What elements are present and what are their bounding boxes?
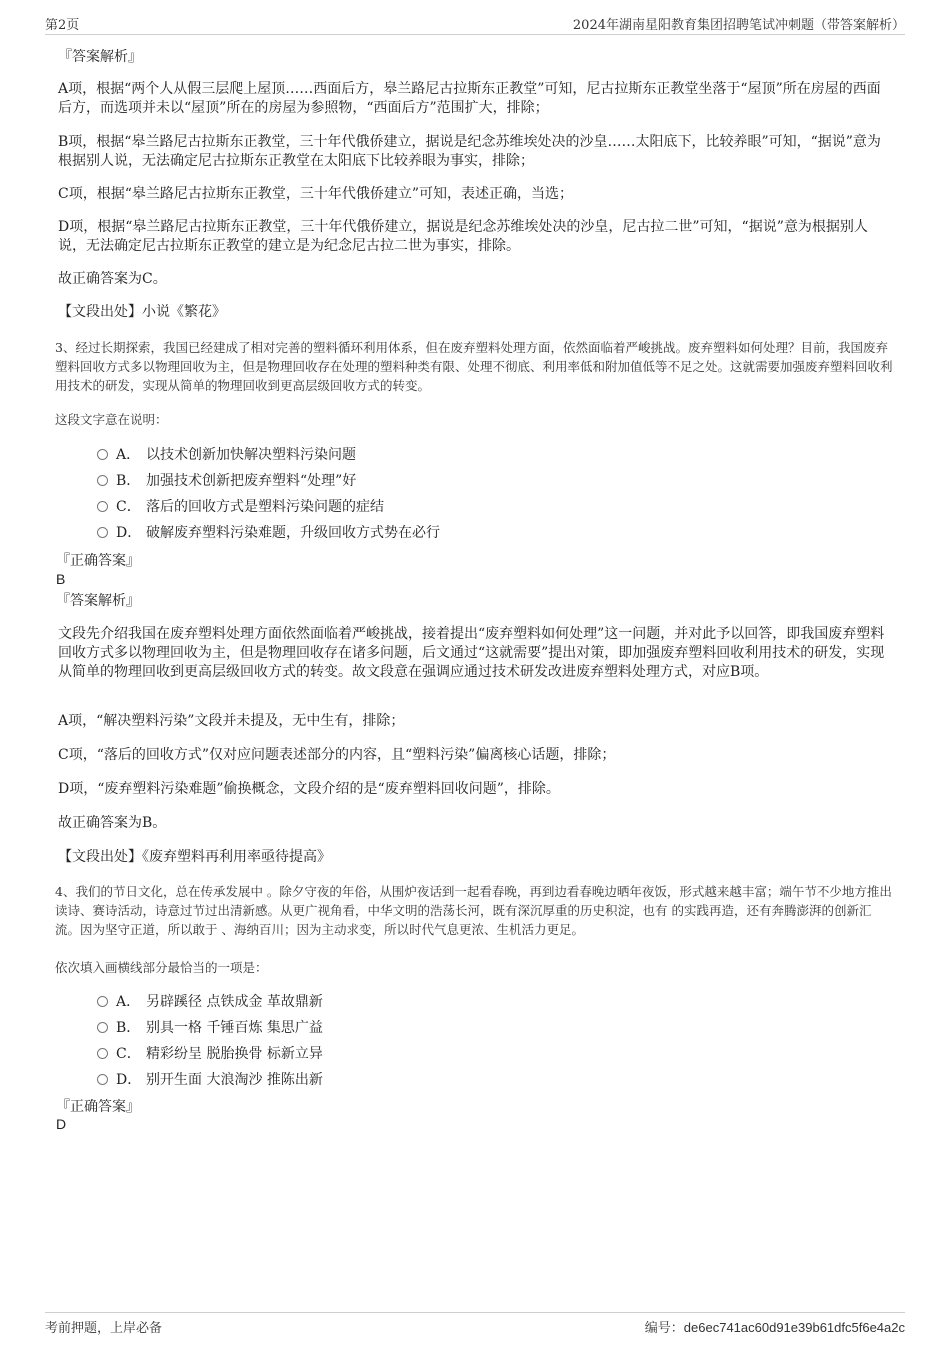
q3-option-a[interactable]: A． 以技术创新加快解决塑料污染问题	[97, 445, 356, 465]
radio-button[interactable]	[97, 449, 108, 460]
q3-option-c[interactable]: C． 落后的回收方式是塑料污染问题的症结	[97, 497, 384, 517]
q2-analysis-label: 『答案解析』	[58, 49, 142, 65]
q4-option-b[interactable]: B． 别具一格 千锤百炼 集思广益	[97, 1018, 323, 1038]
q3-analysis-a: A项，“解决塑料污染”文段并未提及，无中生有，排除；	[58, 713, 405, 729]
q4-prompt: 依次填入画横线部分最恰当的一项是：	[55, 960, 268, 975]
radio-button[interactable]	[97, 501, 108, 512]
radio-button[interactable]	[97, 475, 108, 486]
page-header	[45, 14, 905, 35]
q4-answer-label: 『正确答案』	[56, 1099, 140, 1115]
q3-analysis-d: D项，“废弃塑料污染难题”偷换概念，文段介绍的是“废弃塑料回收问题”，排除。	[58, 781, 560, 797]
q3-answer-label: 『正确答案』	[56, 553, 140, 569]
q4-answer: D	[56, 1116, 67, 1132]
q2-conclusion: 故正确答案为C。	[58, 271, 167, 287]
q3-option-d[interactable]: D． 破解废弃塑料污染难题，升级回收方式势在必行	[97, 523, 440, 543]
q4-option-a[interactable]: A． 另辟蹊径 点铁成金 革故鼎新	[97, 992, 323, 1012]
radio-button[interactable]	[97, 1048, 108, 1059]
q2-analysis-b: B项，根据“皋兰路尼古拉斯东正教堂，三十年代俄侨建立，据说是纪念苏维埃处决的沙皇……太阳底下，比较养眼”可知，“据说”意为根据别人说，无法确定尼古拉斯东正教堂在太阳底下比较养眼为事实，排除；	[58, 134, 881, 169]
footer-slogan: 考前押题，上岸必备	[45, 1321, 163, 1336]
q4-option-d[interactable]: D． 别开生面 大浪淘沙 推陈出新	[97, 1070, 323, 1090]
q3-option-b[interactable]: B． 加强技术创新把废弃塑料“处理”好	[97, 471, 356, 491]
radio-button[interactable]	[97, 996, 108, 1007]
document-title: 2024年湖南星阳教育集团招聘笔试冲刺题（带答案解析）	[572, 18, 905, 33]
q4-option-c[interactable]: C． 精彩纷呈 脱胎换骨 标新立异	[97, 1044, 323, 1064]
q3-answer: B	[56, 571, 66, 587]
q2-analysis-d: D项，根据“皋兰路尼古拉斯东正教堂，三十年代俄侨建立，据说是纪念苏维埃处决的沙皇，尼古拉二世”可知，“据说”意为根据别人说，无法确定尼古拉斯东正教堂的建立是为纪念尼古拉二世为事实，排除。	[58, 219, 868, 254]
q3-prompt: 这段文字意在说明：	[55, 412, 168, 427]
q3-conclusion: 故正确答案为B。	[58, 815, 167, 831]
q4-stem: 4、我们的节日文化，总在传承发展中 。除夕守夜的年俗，从围炉夜话到一起看春晚，再到边看春晚边晒年夜饭，形式越来越丰富；端午节不少地方推出读诗、赛诗活动，诗意过节过出清新感。从更广视角看，中华文明的浩荡长河，既有深沉厚重的历史积淀，也有 的实践再造，还有奔腾澎湃的创新汇流。因为坚守正道，所以敢于 、海纳百川；因为主动求变，所以时代气息更浓、生机活力更足。	[55, 884, 892, 937]
q2-analysis-c: C项，根据“皋兰路尼古拉斯东正教堂，三十年代俄侨建立”可知，表述正确，当选；	[58, 186, 574, 202]
q3-analysis-c: C项，“落后的回收方式”仅对应问题表述部分的内容，且“塑料污染”偏离核心话题，排除；	[58, 747, 616, 763]
q3-analysis-label: 『答案解析』	[56, 593, 140, 609]
q2-source: 【文段出处】小说《繁花》	[58, 304, 226, 320]
page-number: 第2页	[45, 18, 80, 33]
radio-button[interactable]	[97, 1074, 108, 1085]
q3-source: 【文段出处】《废弃塑料再利用率亟待提高》	[58, 849, 331, 865]
radio-button[interactable]	[97, 527, 108, 538]
q3-stem: 3、经过长期探索，我国已经建成了相对完善的塑料循环利用体系，但在废弃塑料处理方面，依然面临着严峻挑战。废弃塑料如何处理？目前，我国废弃塑料回收方式多以物理回收为主，但是物理回收存在处理的塑料种类有限、处理不彻底、利用率低和附加值低等不足之处。这就需要加强废弃塑料回收利用技术的研发，实现从简单的物理回收到更高层级回收方式的转变。	[55, 340, 893, 393]
footer-code: 编号：de6ec741ac60d91e39b61dfc5f6e4a2c	[644, 1320, 905, 1336]
q2-analysis-a: A项，根据“两个人从假三层爬上屋顶……西面后方，皋兰路尼古拉斯东正教堂”可知，尼古拉斯东正教堂坐落于“屋顶”所在房屋的西面后方，而选项并未以“屋顶”所在的房屋为参照物，“西面后方”范围扩大，排除；	[58, 81, 881, 116]
page-footer	[45, 1312, 905, 1339]
q3-analysis-main: 文段先介绍我国在废弃塑料处理方面依然面临着严峻挑战，接着提出“废弃塑料如何处理”这一问题，并对此予以回答，即我国废弃塑料回收方式多以物理回收为主，但是物理回收存在诸多问题，后文通过“这就需要”提出对策，即加强废弃塑料回收利用技术的研发，实现从简单的物理回收到更高层级回收方式的转变。故文段意在强调应通过技术研发改进废弃塑料处理方式，对应B项。	[58, 626, 885, 680]
radio-button[interactable]	[97, 1022, 108, 1033]
